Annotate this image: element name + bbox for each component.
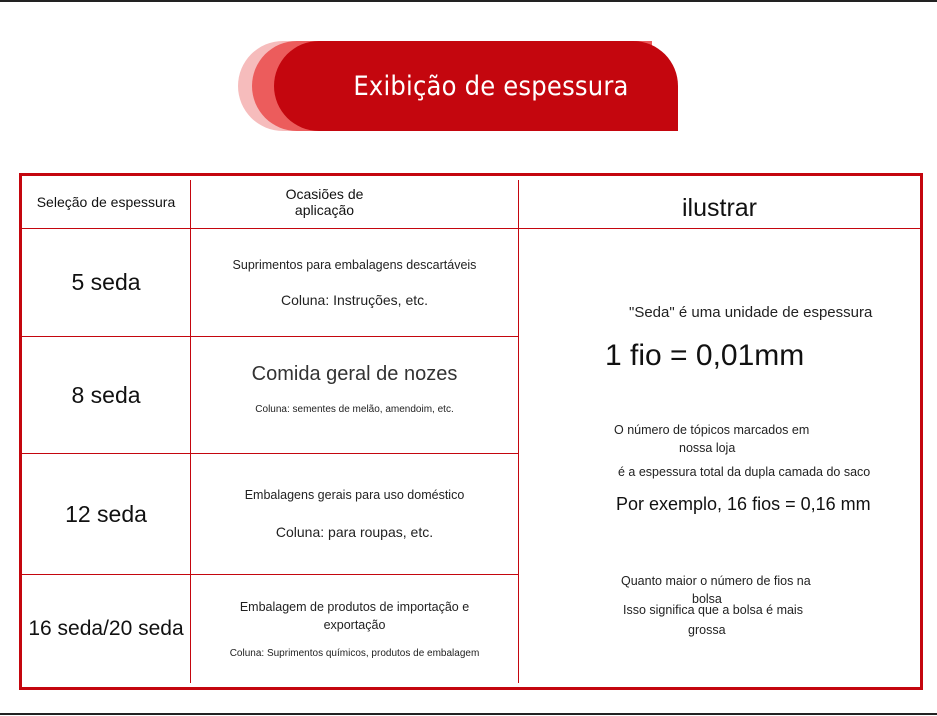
- formula: 1 fio = 0,01mm: [605, 339, 805, 372]
- header-occasions-cell: [191, 176, 518, 228]
- header-occasions-line1: Ocasiões de: [285, 186, 364, 202]
- row-12-use-cell: [191, 454, 518, 574]
- illustration-cell: [519, 229, 920, 683]
- topics-line2: nossa loja: [679, 441, 736, 455]
- header-occasions-line2: aplicação: [294, 202, 355, 218]
- header-selection-cell: [22, 176, 190, 228]
- row-16-use-cell: [191, 575, 518, 683]
- row-8-use: Comida geral de nozes: [251, 363, 458, 385]
- row-8-use-cell: [191, 337, 518, 453]
- bottom-rule: [0, 713, 937, 715]
- unit-text: "Seda" é uma unidade de espessura: [629, 304, 873, 321]
- title-banner: [238, 41, 678, 131]
- more-threads-line2: bolsa: [692, 592, 722, 606]
- row-12-note: Coluna: para roupas, etc.: [275, 524, 434, 540]
- header-illustrate: ilustrar: [681, 193, 757, 222]
- row-12-use: Embalagens gerais para uso doméstico: [244, 488, 465, 502]
- row-12-size: 12 seda: [65, 500, 147, 527]
- total-thickness: é a espessura total da dupla camada do saco: [618, 465, 871, 479]
- header-selection: Seleção de espessura: [36, 194, 176, 210]
- row-8-note: Coluna: sementes de melão, amendoim, etc.: [255, 404, 454, 415]
- more-threads-line1: Quanto maior o número de fios na: [621, 574, 811, 588]
- row-5-use: Suprimentos para embalagens descartáveis: [232, 257, 477, 272]
- row-16-note: Coluna: Suprimentos químicos, produtos de embalagem: [229, 647, 480, 659]
- thickness-table: [19, 173, 923, 690]
- row-12-size-cell: [22, 454, 190, 574]
- example: Por exemplo, 16 fios = 0,16 mm: [616, 494, 871, 514]
- row-16-use-line1: Embalagem de produtos de importação e: [239, 599, 470, 614]
- thicker-line1: Isso significa que a bolsa é mais: [623, 603, 803, 617]
- row-5-size: 5 seda: [71, 269, 141, 295]
- row-8-size: 8 seda: [71, 381, 141, 408]
- row-16-size: 16 seda/20 seda: [28, 617, 184, 640]
- banner-title: Exibição de espessura: [353, 70, 629, 102]
- row-5-size-cell: [22, 229, 190, 336]
- topics-line1: O número de tópicos marcados em: [614, 423, 810, 437]
- banner-pill: [274, 41, 678, 131]
- row-5-use-cell: [191, 229, 518, 336]
- top-rule: [0, 0, 937, 2]
- row-8-size-cell: [22, 337, 190, 453]
- thicker-line2: grossa: [688, 623, 726, 637]
- row-5-note: Coluna: Instruções, etc.: [280, 291, 429, 308]
- row-16-use-line2: exportação: [323, 617, 386, 632]
- row-16-size-cell: [22, 575, 190, 683]
